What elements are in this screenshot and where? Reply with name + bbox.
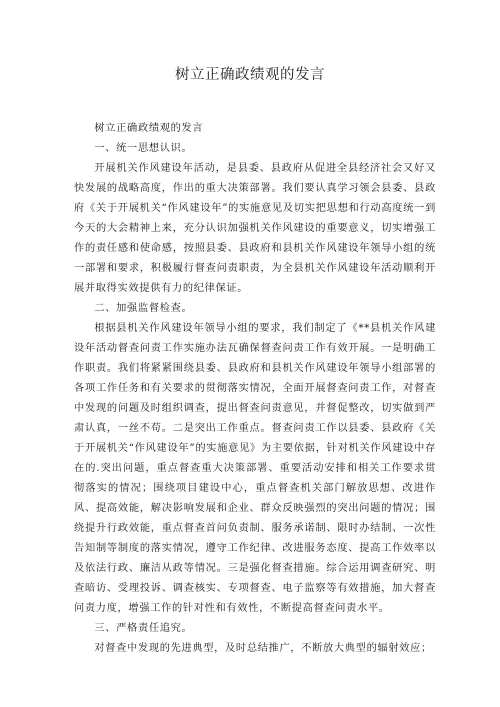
body-paragraph: 开展机关作风建设年活动，是县委、县政府从促进全县经济社会又好又快发展的战略高度，作出的重大决策部署。我们要认真学习领会县委、县政府《关于开展机关“作风建设年”的实施意见及切实把思想和行动高度统一到今天的大会精神上来，充分认识加强机关作风建设的重要意义，切实增强工作的责任感和使命感，按照县委、县政府和县机关作风建设年领导小组的统一部署和要求，积极履行督查问责职责，为全县机关作风建设年活动顺利开展并取得实效提供有力的纪律保证。: [74, 163, 436, 294]
section-heading-3: 三、严格责任追究。: [94, 623, 193, 634]
section-heading-2: 二、加强监督检查。: [94, 303, 193, 314]
body-paragraph: 根据县机关作风建设年领导小组的要求，我们制定了《**县机关作风建设年活动督查问责工作实施办法瓦确保督查问责工作有效开展。一是明确工作职责。我们将紧紧围绕县委、县政府和县机关作风建设年领导小组部署的各项工作任务和有关要求的贯彻落实情况，全面开展督查问责工作，对督查中发现的问题及时组织调查，提出督查问责意见，并督促整改，切实做到严肃认真，一丝不苟。二是突出工作重点。督查问责工作以县委、县政府《关于开展机关“作风建设年”的实施意见》为主要依据，针对机关作风建设中存在的.突出问题，重点督查重大决策部署、重要活动安排和相关工作要求贯彻落实的情况；围绕项目建设中心，重点督查机关部门解放思想、改进作风、提高效能，解决影响发展和企业、群众反映强烈的突出问题的情况；围绕提升行政效能，重点督查首问负责制、服务承诺制、限时办结制、一次性告知制等制度的落实情况，遵守工作纪律、改进服务态度、提高工作效率以及依法行政、廉洁从政等情况。三是强化督查措施。综合运用调查研究、明查暗访、受理投诉、调查核实、专项督查、电子监察等有效措施，加大督查问责力度，增强工作的针对性和有效性，不断提高督查问责水平。: [74, 323, 436, 614]
document-subtitle: 树立正确政绩观的发言: [94, 123, 204, 134]
document-body: [74, 119, 436, 659]
document-title: 树立正确政绩观的发言: [175, 67, 325, 83]
body-paragraph: 对督查中发现的先进典型，及时总结推广，不断放大典型的辐射效应；: [94, 643, 432, 654]
section-heading-1: 一、统一思想认识。: [94, 143, 193, 154]
